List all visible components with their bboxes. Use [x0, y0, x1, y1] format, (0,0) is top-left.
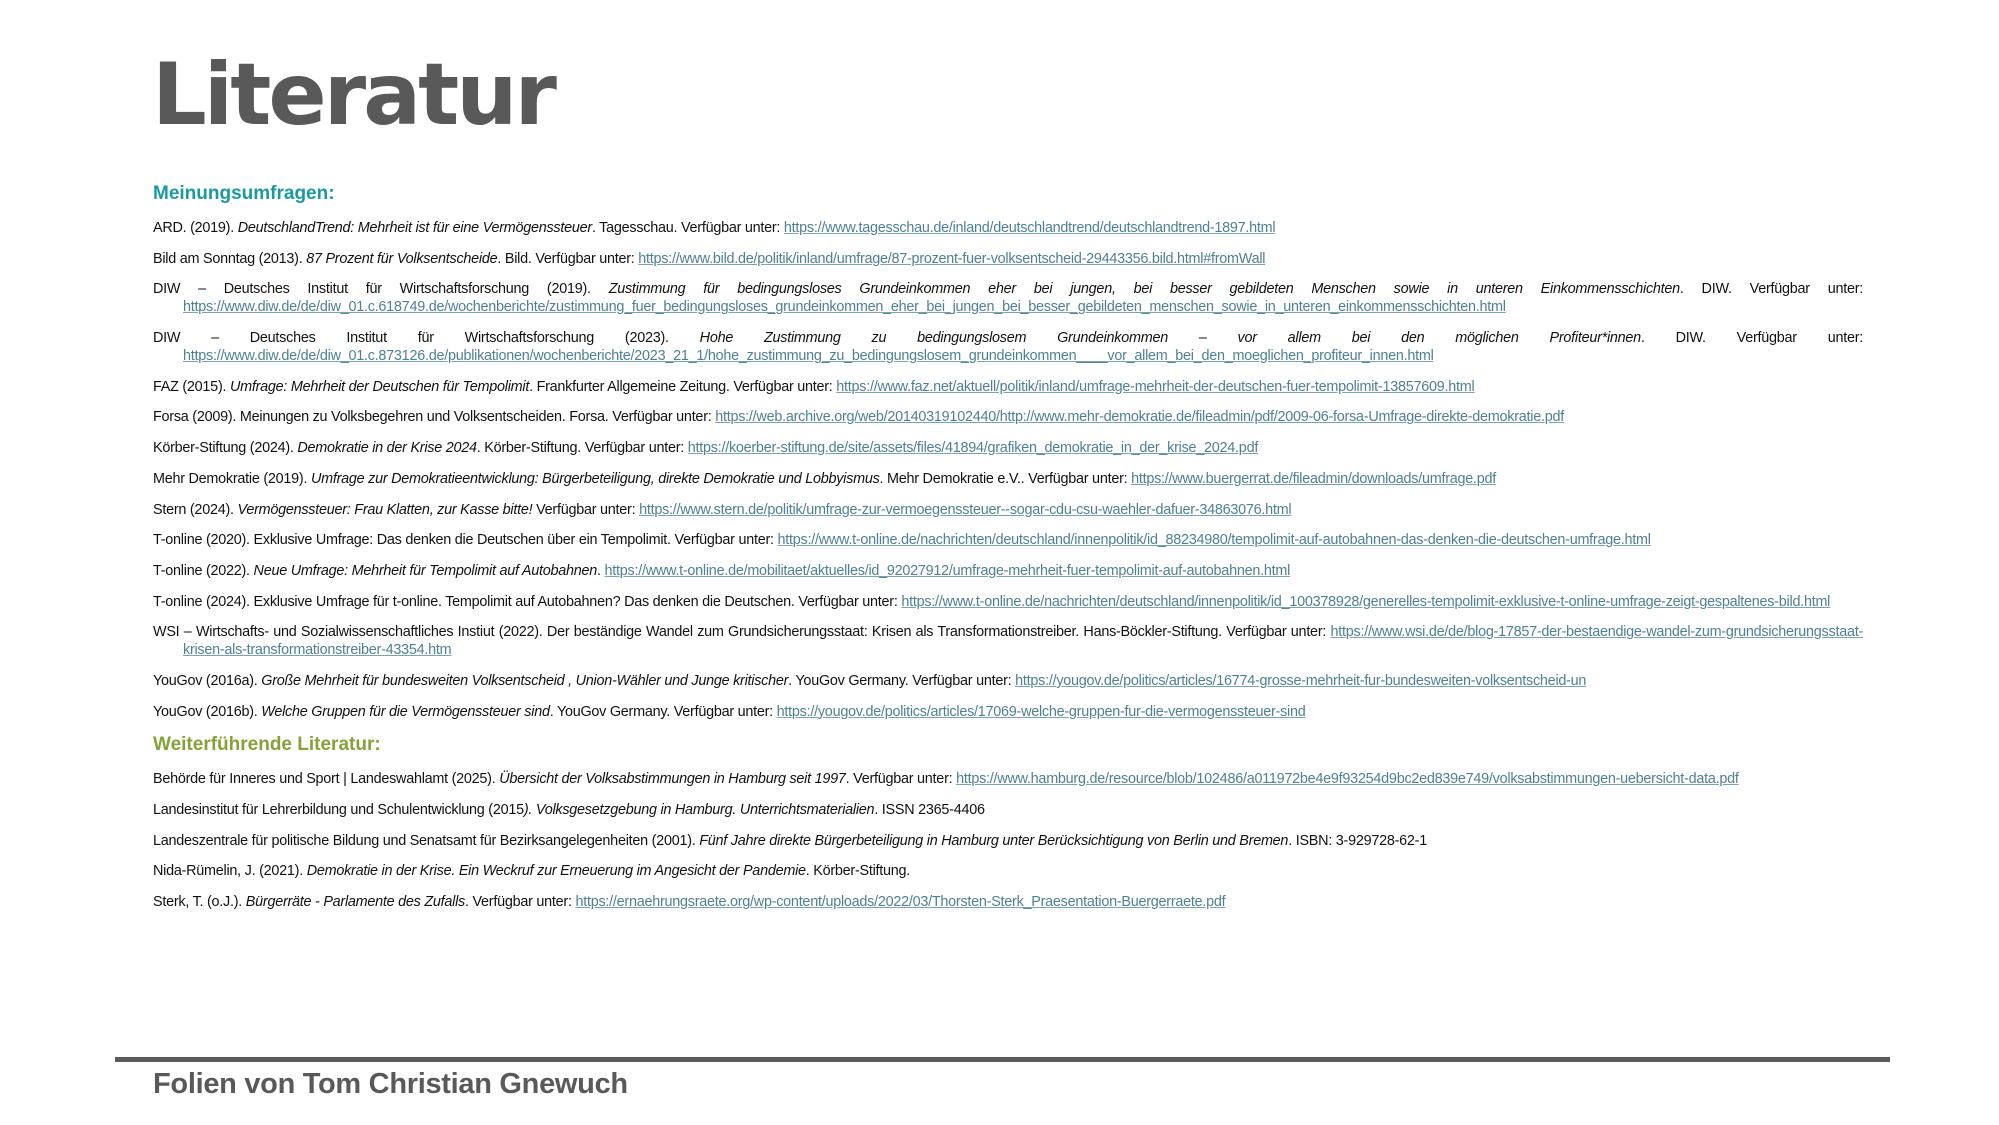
reference-title: Neue Umfrage: Mehrheit für Tempolimit auf Autobahnen — [253, 562, 598, 579]
reference-title: Hohe Zustimmung zu bedingungslosem Grundeinkommen – vor allem bei den möglichen Profiteur*innen — [699, 330, 1641, 347]
reference-author-year: Forsa (2009). Meinungen zu Volksbegehren und Volksentscheiden. Forsa. Verfügbar unter: — [153, 409, 716, 426]
reference-link[interactable]: https://www.wsi.de/de/blog-17857-der-bestaendige-wandel-zum-grundsicherungsstaat-krisen-als-transformationstreiber-43354.htm — [183, 624, 1863, 659]
reference-item — [153, 623, 1863, 659]
reference-link[interactable]: https://yougov.de/politics/articles/16774-grosse-mehrheit-fur-bundesweiten-volksentscheid-un — [1015, 672, 1587, 689]
reference-title: ). Volksgesetzgebung in Hamburg. Unterrichtsmaterialien — [523, 802, 875, 818]
reference-title: Umfrage: Mehrheit der Deutschen für Tempolimit — [229, 378, 530, 395]
reference-publisher: . Körber-Stiftung. Verfügbar unter: — [476, 440, 688, 457]
reference-title: Vermögenssteuer: Frau Klatten, zur Kasse bitte! — [237, 501, 533, 518]
reference-item — [153, 672, 1863, 690]
reference-link[interactable]: https://www.t-online.de/nachrichten/deutschland/innenpolitik/id_88234980/tempolimit-auf-autobahnen-das-denken-die-deutschen-umfrage.html — [777, 532, 1651, 549]
reference-link[interactable]: https://www.faz.net/aktuell/politik/inland/umfrage-mehrheit-der-deutschen-fuer-tempolimit-13857609.html — [836, 378, 1475, 395]
reference-publisher: . YouGov Germany. Verfügbar unter: — [549, 703, 777, 720]
reference-publisher: . Verfügbar unter: — [465, 894, 576, 911]
reference-title: 87 Prozent für Volksentscheide — [306, 250, 498, 267]
reference-list-polls — [153, 219, 1863, 721]
reference-publisher: . ISBN: 3-929728-62-1 — [1288, 832, 1427, 849]
reference-title: Zustimmung für bedingungsloses Grundeinkommen eher bei jungen, bei besser gebildeten Menschen sowie in unteren Einkommensschichten — [608, 281, 1680, 298]
reference-author-year: T-online (2024). Exklusive Umfrage für t-online. Tempolimit auf Autobahnen? Das denken die Deutschen. Verfügbar unter: — [153, 593, 902, 610]
reference-author-year: Behörde für Inneres und Sport | Landeswahlamt (2025). — [153, 771, 500, 788]
reference-link[interactable]: https://www.diw.de/de/diw_01.c.873126.de/publikationen/wochenberichte/2023_21_1/hohe_zustimmung_zu_bedingungslosem_grundeinkommen____vor_allem_bei_den_moeglichen_profiteur_innen.html — [183, 348, 1434, 365]
reference-publisher: . ISSN 2365-4406 — [874, 802, 985, 818]
reference-publisher: . Tagesschau. Verfügbar unter: — [591, 220, 784, 236]
reference-item — [153, 562, 1863, 580]
reference-title: Große Mehrheit für bundesweiten Volksentscheid , Union-Wähler und Junge kritischer — [261, 672, 789, 689]
reference-title: Demokratie in der Krise 2024 — [297, 440, 477, 457]
reference-author-year: Stern (2024). — [153, 501, 238, 518]
reference-item — [153, 893, 1863, 911]
reference-link[interactable]: https://www.t-online.de/nachrichten/deutschland/innenpolitik/id_100378928/generelles-tempolimit-exklusive-t-online-umfrage-zeigt-gespaltenes-bild.html — [901, 593, 1831, 610]
reference-publisher: . Körber-Stiftung. — [805, 863, 911, 880]
reference-item — [153, 219, 1863, 237]
reference-item — [153, 531, 1863, 549]
reference-title: Welche Gruppen für die Vermögenssteuer sind — [261, 703, 550, 720]
reference-author-year: T-online (2022). — [153, 562, 254, 579]
reference-link[interactable]: https://koerber-stiftung.de/site/assets/files/41894/grafiken_demokratie_in_der_krise_2024.pdf — [687, 440, 1259, 457]
reference-item — [153, 408, 1863, 426]
reference-publisher: . Frankfurter Allgemeine Zeitung. Verfügbar unter: — [529, 378, 837, 395]
reference-item — [153, 280, 1863, 316]
reference-publisher: . Verfügbar unter: — [845, 771, 957, 788]
reference-author-year: WSI – Wirtschafts- und Sozialwissenschaftliches Instiut (2022). Der beständige Wandel zum Grundsicherungsstaat: Krisen als Transformationstreiber. Hans-Böckler-Stiftung. Verfügbar unter: — [153, 624, 1331, 641]
reference-title: Umfrage zur Demokratieentwicklung: Bürgerbeteiligung, direkte Demokratie und Lobbyismus — [310, 470, 880, 487]
reference-author-year: FAZ (2015). — [153, 378, 230, 395]
footer-author: Folien von Tom Christian Gnewuch — [153, 1068, 628, 1100]
reference-link[interactable]: https://www.tagesschau.de/inland/deutschlandtrend/deutschlandtrend-1897.html — [783, 220, 1276, 236]
reference-item — [153, 250, 1863, 268]
reference-author-year: Sterk, T. (o.J.). — [153, 894, 246, 911]
reference-title: Bürgerräte - Parlamente des Zufalls — [245, 894, 465, 911]
footer-divider — [115, 1057, 1890, 1062]
reference-author-year: Landesinstitut für Lehrerbildung und Schulentwicklung (2015 — [153, 802, 524, 818]
reference-title: Übersicht der Volksabstimmungen in Hamburg seit 1997 — [499, 771, 846, 788]
reference-item — [153, 439, 1863, 457]
reference-item — [153, 501, 1863, 519]
reference-list-further-reading — [153, 770, 1863, 911]
reference-publisher: . DIW. Verfügbar unter: — [1640, 330, 1864, 347]
reference-author-year: T-online (2020). Exklusive Umfrage: Das denken die Deutschen über ein Tempolimit. Verfügbar unter: — [153, 532, 778, 549]
reference-author-year: YouGov (2016b). — [153, 703, 262, 720]
reference-author-year: DIW – Deutsches Institut für Wirtschaftsforschung (2019). — [153, 281, 609, 298]
reference-author-year: Nida-Rümelin, J. (2021). — [153, 863, 307, 880]
section-heading-polls: Meinungsumfragen: — [153, 183, 335, 204]
reference-link[interactable]: https://www.hamburg.de/resource/blob/102486/a011972be4e9f93254d9bc2ed839e749/volksabstimmungen-uebersicht-data.pdf — [956, 771, 1739, 788]
section-heading-further-reading: Weiterführende Literatur: — [153, 734, 381, 756]
reference-link[interactable]: https://ernaehrungsraete.org/wp-content/uploads/2022/03/Thorsten-Sterk_Praesentation-Buergerraete.pdf — [575, 894, 1226, 911]
reference-item — [153, 801, 1863, 819]
reference-item — [153, 770, 1863, 788]
reference-title: Demokratie in der Krise. Ein Weckruf zur Erneuerung im Angesicht der Pandemie — [306, 863, 806, 880]
reference-link[interactable]: https://www.stern.de/politik/umfrage-zur-vermoegenssteuer--sogar-cdu-csu-waehler-dafuer-34863076.html — [639, 501, 1292, 518]
reference-link[interactable]: https://www.buergerrat.de/fileadmin/downloads/umfrage.pdf — [1131, 470, 1497, 487]
reference-item — [153, 470, 1863, 488]
reference-author-year: DIW – Deutsches Institut für Wirtschaftsforschung (2023). — [153, 330, 700, 347]
reference-item — [153, 703, 1863, 721]
reference-item — [153, 329, 1863, 365]
reference-link[interactable]: https://www.bild.de/politik/inland/umfrage/87-prozent-fuer-volksentscheid-29443356.bild.html#fromWall — [638, 250, 1266, 267]
reference-item — [153, 832, 1863, 850]
reference-author-year: ARD. (2019). — [153, 220, 238, 236]
reference-link[interactable]: https://web.archive.org/web/20140319102440/http://www.mehr-demokratie.de/fileadmin/pdf/2009-06-forsa-Umfrage-direkte-demokratie.pdf — [715, 409, 1564, 426]
reference-author-year: Bild am Sonntag (2013). — [153, 250, 307, 267]
reference-author-year: Landeszentrale für politische Bildung und Senatsamt für Bezirksangelegenheiten (2001). — [153, 832, 700, 849]
reference-item — [153, 378, 1863, 396]
reference-content — [153, 182, 1863, 924]
reference-publisher: . DIW. Verfügbar unter: — [1679, 281, 1863, 298]
reference-publisher: . YouGov Germany. Verfügbar unter: — [788, 672, 1016, 689]
reference-author-year: Körber-Stiftung (2024). — [153, 440, 298, 457]
reference-title: DeutschlandTrend: Mehrheit ist für eine Vermögenssteuer — [237, 220, 592, 236]
reference-publisher: Verfügbar unter: — [532, 501, 640, 518]
reference-author-year: YouGov (2016a). — [153, 672, 262, 689]
reference-item — [153, 593, 1863, 611]
reference-publisher: . — [597, 562, 605, 579]
reference-publisher: . Bild. Verfügbar unter: — [497, 250, 639, 267]
reference-link[interactable]: https://www.diw.de/de/diw_01.c.618749.de/wochenberichte/zustimmung_fuer_bedingungsloses_grundeinkommen_eher_bei_jungen_bei_besser_gebildeten_menschen_sowie_in_unteren_einkommensschichten.html — [183, 299, 1506, 316]
reference-title: Fünf Jahre direkte Bürgerbeteiligung in Hamburg unter Berücksichtigung von Berlin und Bremen — [699, 832, 1289, 849]
reference-link[interactable]: https://yougov.de/politics/articles/17069-welche-gruppen-fur-die-vermogenssteuer-sind — [776, 703, 1306, 720]
reference-publisher: . Mehr Demokratie e.V.. Verfügbar unter: — [879, 470, 1132, 487]
reference-link[interactable]: https://www.t-online.de/mobilitaet/aktuelles/id_92027912/umfrage-mehrheit-fuer-tempolimit-auf-autobahnen.html — [604, 562, 1291, 579]
reference-item — [153, 862, 1863, 880]
slide-title: Literatur — [152, 45, 554, 145]
reference-author-year: Mehr Demokratie (2019). — [153, 470, 311, 487]
